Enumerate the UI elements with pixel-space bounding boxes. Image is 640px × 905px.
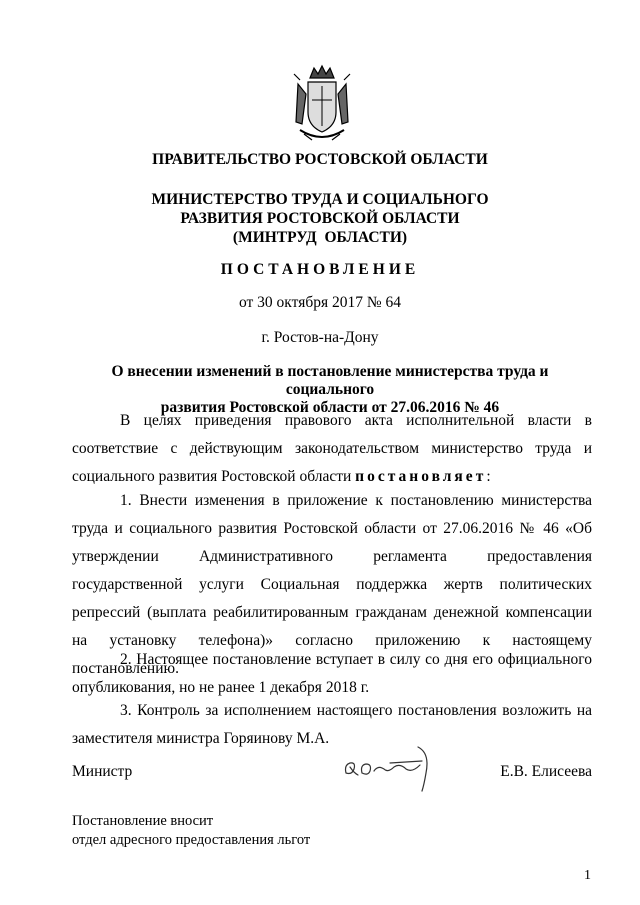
item-3-paragraph: 3. Контроль за исполнением настоящего постановления возложить на заместителя министра Горяинову М.А. — [72, 702, 592, 747]
ministry-title — [0, 190, 640, 247]
signer-name: Е.В. Елисеева — [500, 763, 592, 780]
footer-line-2: отдел адресного предоставления льгот — [72, 832, 311, 848]
preamble-text: В целях приведения правового акта исполнительной власти в соответствие с действующим законодательством министерство труда и социального развития Ростовской области — [72, 412, 592, 485]
handwritten-signature — [340, 743, 450, 793]
government-title: ПРАВИТЕЛЬСТВО РОСТОВСКОЙ ОБЛАСТИ — [152, 151, 488, 168]
city: г. Ростов-на-Дону — [261, 329, 379, 346]
subject-line-2: развития Ростовской области от 27.06.2016 № 46 — [160, 399, 500, 416]
coat-of-arms-emblem — [292, 64, 352, 144]
ministry-line-2: РАЗВИТИЯ РОСТОВСКОЙ ОБЛАСТИ — [180, 210, 460, 227]
resolves-colon: : — [486, 468, 491, 485]
item-1-paragraph: 1. Внести изменения в приложение к постановлению министерства труда и социального развития Ростовской области от 27.06.2016 № 46 «Об утверждении Административного регламента предоставления государственной услуги Социальная поддержка жертв политических репрессий (выплата реабилитированным гражданам денежной компенсации на установку телефона)» согласно приложению к настоящему постановлению. — [72, 492, 592, 677]
footer-line-1: Постановление вносит — [72, 813, 214, 829]
ministry-line-3: (МИНТРУД ОБЛАСТИ) — [232, 229, 408, 246]
document-type: ПОСТАНОВЛЕНИЕ — [220, 261, 420, 278]
preamble-paragraph — [72, 407, 592, 491]
footer-note — [72, 812, 310, 850]
resolves-word: постановляет — [355, 468, 487, 485]
signer-position: Министр — [72, 763, 133, 780]
subject-line-1: О внесении изменений в постановление министерства труда и социального — [111, 363, 549, 398]
page-number: 1 — [584, 868, 591, 883]
item-2-paragraph: 2. Настоящее постановление вступает в силу со дня его официального опубликования, но не ранее 1 декабря 2018 г. — [72, 651, 592, 696]
ministry-line-1: МИНИСТЕРСТВО ТРУДА И СОЦИАЛЬНОГО — [151, 191, 489, 208]
signature-row — [72, 763, 592, 787]
date-and-number: от 30 октября 2017 № 64 — [238, 294, 402, 311]
